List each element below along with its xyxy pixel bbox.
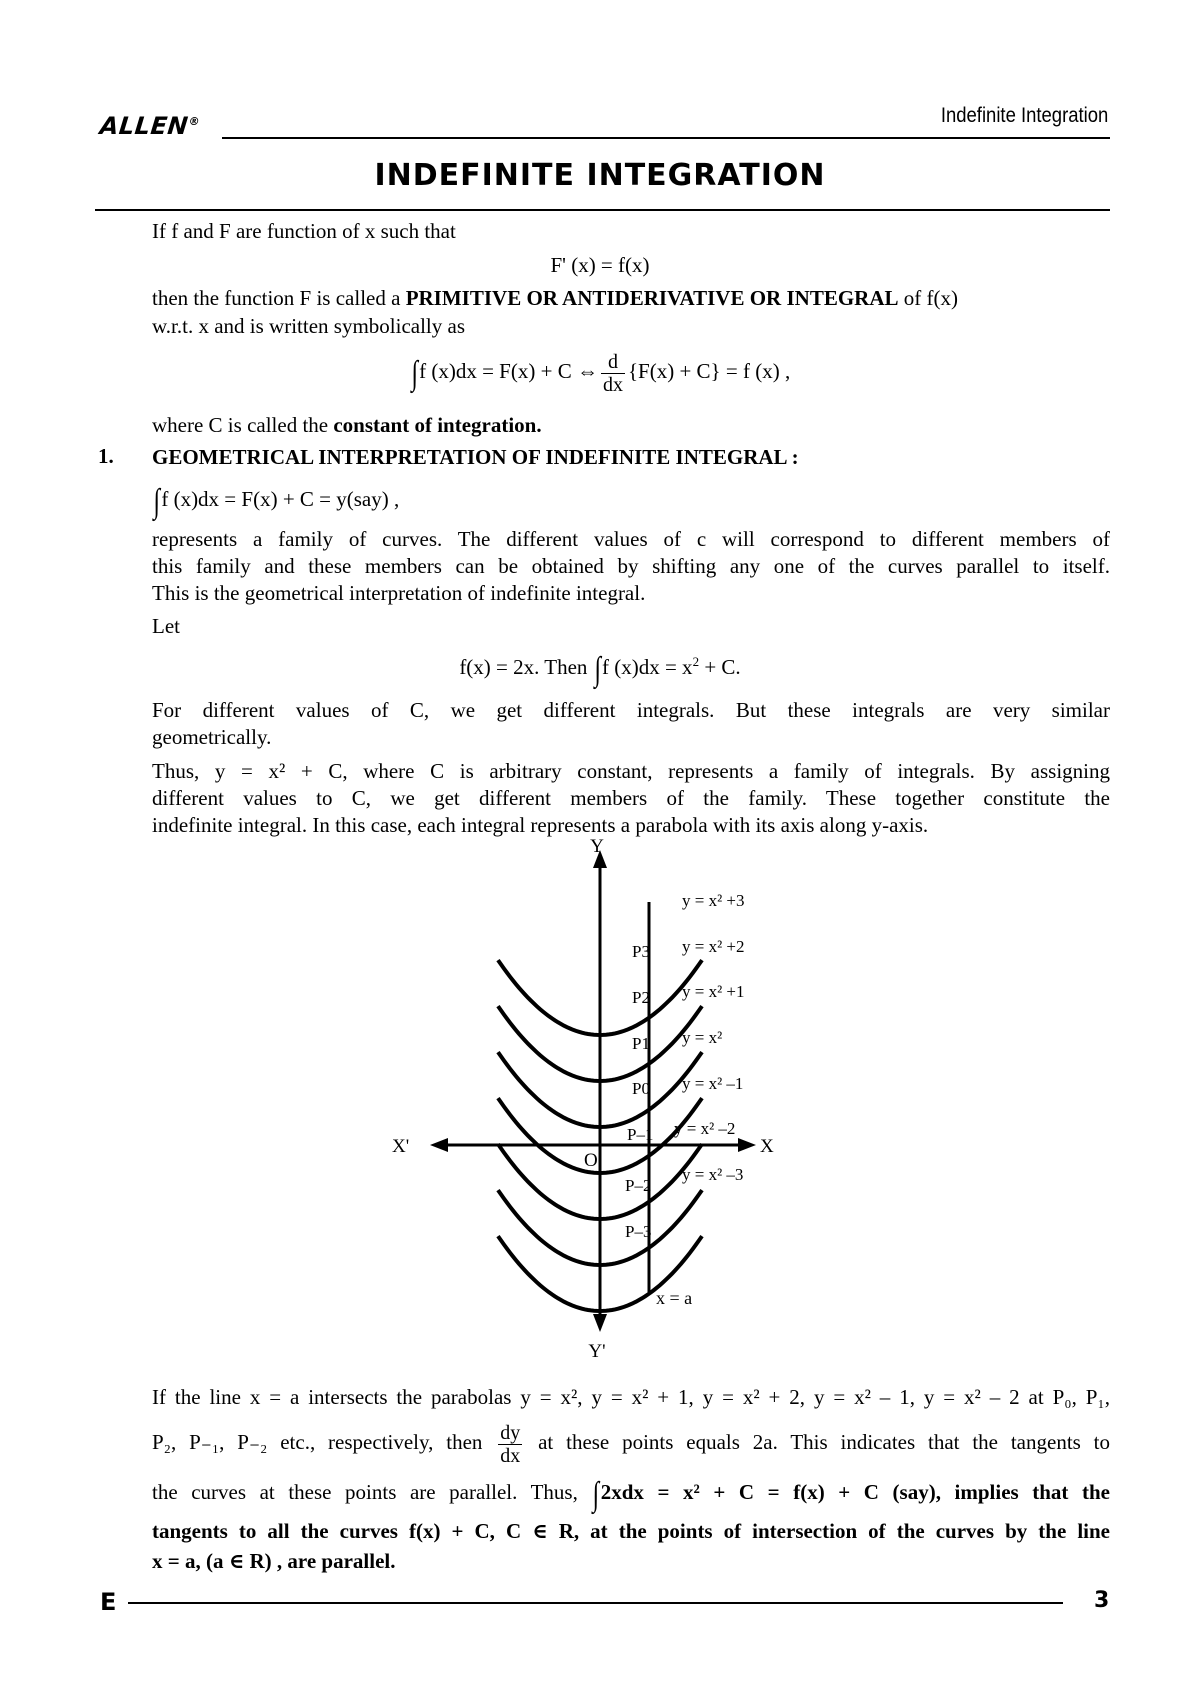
- curve-label: y = x² +1: [682, 982, 745, 1001]
- page-number: 3: [1094, 1588, 1110, 1613]
- y-axis-label: Y: [590, 836, 604, 857]
- integral-sign-icon: ∫: [153, 483, 160, 520]
- intro-line-1: If f and F are function of x such that: [152, 219, 456, 243]
- integral-sign-icon: ∫: [592, 1476, 600, 1513]
- intro-line-2: then the function F is called a PRIMITIVE OR ANTIDERIVATIVE OR INTEGRAL of f(x): [152, 286, 958, 310]
- title-rule: [95, 209, 1110, 211]
- x-axis-arrow-left-icon: [430, 1138, 448, 1152]
- conclusion-line-4: tangents to all the curves f(x) + C, C ∈ R, at the points of intersection of the curves by the line: [152, 1519, 1110, 1543]
- equation-derivative: F' (x) = f(x): [550, 253, 650, 277]
- paragraph-3-line-2: different values to C, we get different members of the family. These together constitute the: [152, 786, 1110, 810]
- section-number: 1.: [98, 444, 114, 468]
- conclusion-line-2: P₂, P₋₁, P₋₂ etc., respectively, then $\frac{dy}{dx}$ at these points equals 2a. This indicates that the tangents to: [152, 1421, 1111, 1467]
- allen-logo: ALLEN®: [98, 112, 201, 140]
- paragraph-1-line-1: represents a family of curves. The different values of c will correspond to different members of: [152, 527, 1110, 551]
- y-axis-arrow-down-icon: [593, 1314, 607, 1332]
- x-axis-label: X: [760, 1136, 774, 1157]
- curve-label: y = x² –1: [682, 1074, 744, 1093]
- point-label: P1: [632, 1034, 650, 1053]
- curve-label: y = x² +2: [682, 937, 745, 956]
- point-label: P2: [632, 988, 650, 1007]
- curve-label: y = x² –3: [682, 1165, 744, 1184]
- conclusion-line-3: the curves at these points are parallel. Thus, ∫2xdx = x² + C = f(x) + C (say), implies that the: [152, 1476, 1110, 1513]
- paragraph-2-line-2: geometrically.: [152, 725, 272, 749]
- header-rule: [222, 137, 1110, 139]
- footer-rule: [128, 1602, 1063, 1604]
- point-label: P–3: [625, 1222, 652, 1241]
- paragraph-1-line-3: This is the geometrical interpretation of indefinite integral.: [152, 581, 646, 605]
- let-label: Let: [152, 614, 180, 638]
- page-title: INDEFINITE INTEGRATION: [374, 158, 826, 193]
- curve-label: y = x² –2: [674, 1119, 736, 1138]
- y-neg-axis-label: Y': [588, 1341, 606, 1362]
- equation-example: f(x) = 2x. Then ∫f $(x)dx = x^2 + C$.: [459, 651, 741, 688]
- origin-label: O: [584, 1150, 598, 1171]
- point-label: P–2: [625, 1176, 652, 1195]
- point-label: P0: [632, 1079, 650, 1098]
- point-label: P3: [632, 942, 650, 961]
- integral-sign-icon: ∫: [411, 355, 418, 392]
- intro-line-4: where C is called the constant of integration.: [152, 413, 542, 437]
- footer-edition-mark: E: [100, 1588, 117, 1616]
- x-neg-axis-label: X': [392, 1136, 410, 1157]
- curve-label: y = x² +3: [682, 891, 745, 910]
- integral-sign-icon: ∫: [594, 651, 601, 688]
- conclusion-line-5: x = a, (a ∈ R) , are parallel.: [152, 1549, 396, 1573]
- curve-labels: [674, 891, 745, 1184]
- conclusion-line-1: If the line x = a intersects the parabolas y = x², y = x² + 1, y = x² + 2, y = x² – 1, y = x² – 2 at P₀, P₁,: [152, 1385, 1110, 1409]
- paragraph-2-line-1: For different values of C, we get different integrals. But these integrals are very similar: [152, 698, 1110, 722]
- equation-integral-definition: ∫f (x)dx = F(x) + C ⇔ $\frac{d}{dx}$ {F(x) + C} = f (x) ,: [411, 350, 791, 396]
- line-x-a-label: x = a: [656, 1288, 693, 1308]
- intro-line-3: w.r.t. x and is written symbolically as: [152, 314, 466, 338]
- header-section-title: Indefinite Integration: [940, 104, 1108, 127]
- section-heading: GEOMETRICAL INTERPRETATION OF INDEFINITE INTEGRAL :: [152, 445, 799, 469]
- point-label: P–1: [627, 1125, 654, 1144]
- x-axis-arrow-right-icon: [738, 1138, 756, 1152]
- curve-label: y = x²: [682, 1028, 723, 1047]
- equation-family: ∫f (x)dx = F(x) + C = y(say) ,: [153, 483, 400, 520]
- parabola-family-figure: [392, 836, 780, 1362]
- paragraph-3-line-3: indefinite integral. In this case, each integral represents a parabola with its axis along y-axis.: [152, 813, 929, 837]
- paragraph-3-line-1: Thus, y = x² + C, where C is arbitrary constant, represents a family of integrals. By assigning: [152, 759, 1110, 783]
- paragraph-1-line-2: this family and these members can be obtained by shifting any one of the curves parallel to itself.: [152, 554, 1110, 578]
